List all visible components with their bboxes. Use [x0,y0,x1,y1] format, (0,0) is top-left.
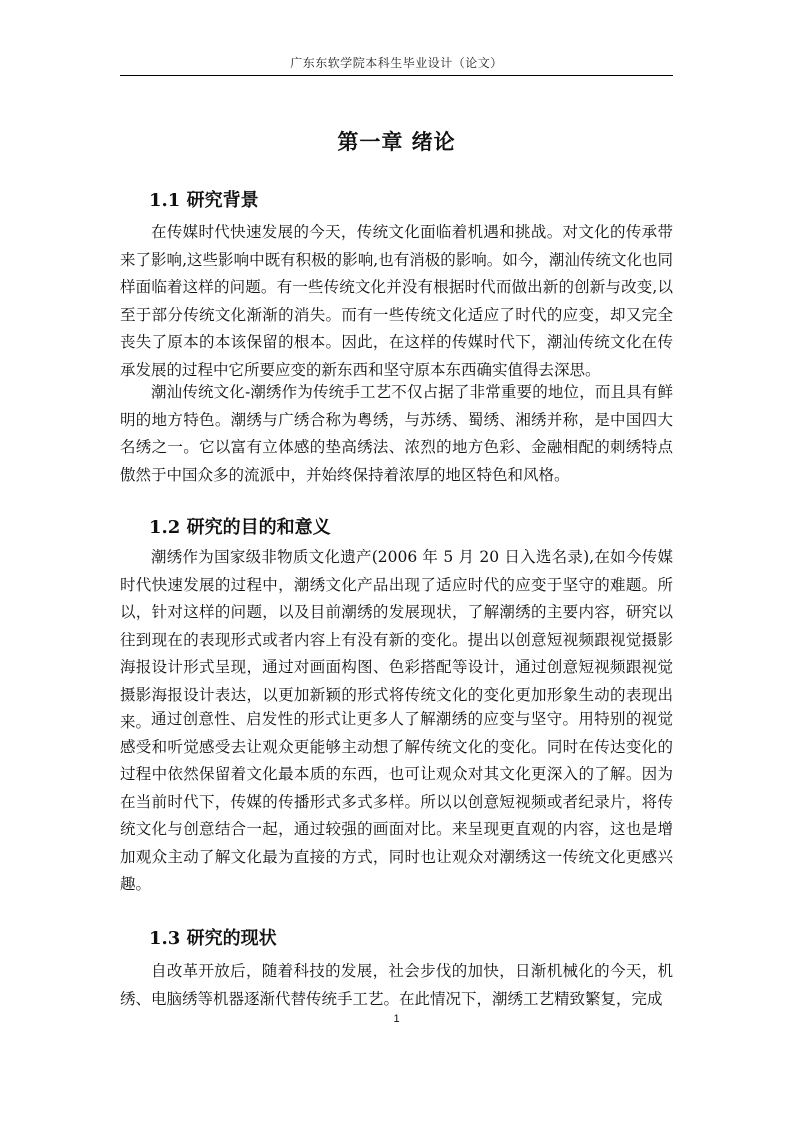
paragraph: 通过创意性、启发性的形式让更多人了解潮绣的应变与坚守。用特别的视觉感受和听觉感受去让观众更能够主动想了解传统文化的变化。同时在传达变化的过程中依然保留着文化最本质的东西，也可让观众对其文化更深入的了解。因为在当前时代下，传媒的传播形式多式多样。所以以创意短视频或者纪录片，将传统文化与创意结合一起，通过较强的画面对比。来呈现更直观的内容，这也是增加观众主动了解文化最为直接的方式，同时也让观众对潮绣这一传统文化更感兴趣。 [120,710,673,893]
section-heading-1-1: 1.1 研究背景 [149,190,259,211]
page-number: 1 [393,1013,400,1025]
header-divider [120,75,673,76]
section-heading-1-2: 1.2 研究的目的和意义 [149,517,331,538]
section-heading-1-3: 1.3 研究的现状 [149,928,277,949]
paragraph: 自改革开放后，随着科技的发展，社会步伐的加快，日渐机械化的今天，机绣、电脑绣等机器逐渐代替传统手工艺。在此情况下，潮绣工艺精致繁复，完成 [120,962,673,1008]
paragraph: 潮绣作为国家级非物质文化遗产(2006 年 5 月 20 日入选名录),在如今传媒时代快速发展的过程中，潮绣文化产品出现了适应时代的应变于坚守的难题。所以，针对这样的问题，以及目前潮绣的发展现状，了解潮绣的主要内容，研究以往到现在的表现形式或者内容上有没有新的变化。提出以创意短视频跟视觉摄影海报设计形式呈现，通过对画面构图、色彩搭配等设计，通过创意短视频跟视觉摄影海报设计表达，以更加新颖的形式将传统文化的变化更加形象生动的表现出来。 [120,548,673,731]
page-header: 广东东软学院本科生毕业设计（论文） [290,56,503,70]
paragraph: 在传媒时代快速发展的今天，传统文化面临着机遇和挑战。对文化的传承带来了影响,这些影响中既有积极的影响,也有消极的影响。如今，潮汕传统文化也同样面临着这样的问题。有一些传统文化并没有根据时代而做出新的创新与改变,以至于部分传统文化渐渐的消失。而有一些传统文化适应了时代的应变，却又完全丧失了原本的本该保留的根本。因此，在这样的传媒时代下，潮汕传统文化在传承发展的过程中它所要应变的新东西和坚守原本东西确实值得去深思。 [120,223,673,379]
chapter-title: 第一章 绪论 [337,129,456,154]
paragraph: 潮汕传统文化-潮绣作为传统手工艺不仅占据了非常重要的地位，而且具有鲜明的地方特色。潮绣与广绣合称为粤绣，与苏绣、蜀绣、湘绣并称，是中国四大名绣之一。它以富有立体感的垫高绣法、浓烈的地方色彩、金融相配的刺绣特点傲然于中国众多的流派中，并始终保持着浓厚的地区特色和风格。 [120,383,673,484]
